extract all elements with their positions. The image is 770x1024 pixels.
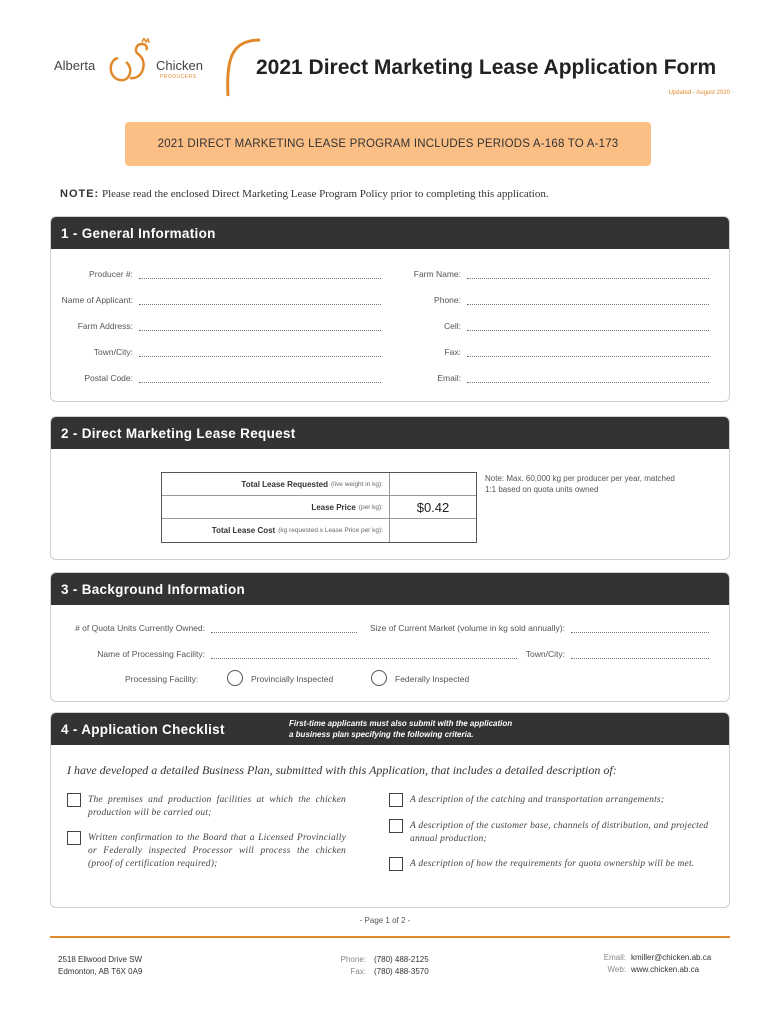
- section-background-information: [50, 572, 730, 702]
- email-label: Email:: [603, 953, 626, 962]
- facility-town-city-field[interactable]: [501, 649, 709, 659]
- applicant-name-field[interactable]: [51, 295, 381, 305]
- row-label-bold: Lease Price: [311, 502, 356, 512]
- checklist-item-quota-ownership: A description of how the requirements for quota ownership will be met.: [410, 859, 695, 869]
- provincially-inspected-label: Provincially Inspected: [251, 674, 334, 684]
- footer-address: [58, 954, 142, 978]
- checkbox-processor-confirmation[interactable]: [67, 831, 81, 845]
- logo-text-alberta: Alberta: [54, 58, 96, 73]
- checklist-item-processor-confirmation: Written confirmation to the Board that a Licensed Provincially or Federally inspected Processor will process the chicken (proof of certification required);: [88, 833, 346, 869]
- section-application-checklist: [50, 712, 730, 908]
- field-label: # of Quota Units Currently Owned:: [75, 623, 205, 633]
- quota-units-field[interactable]: [51, 623, 357, 633]
- logo-text-producers: PRODUCERS: [160, 74, 197, 80]
- note-line: First-time applicants must also submit with the application: [289, 719, 513, 728]
- processing-facility-label: Processing Facility:: [125, 674, 199, 684]
- field-line[interactable]: [139, 356, 381, 357]
- footer-divider: [50, 936, 730, 938]
- field-line[interactable]: [139, 304, 381, 305]
- field-line[interactable]: [467, 304, 709, 305]
- section-lease-request: [50, 416, 730, 560]
- checklist-item-premises: The premises and production facilities at which the chicken production will be carried out;: [88, 795, 346, 818]
- logo-text-chicken: Chicken: [156, 58, 203, 73]
- field-line[interactable]: [467, 330, 709, 331]
- field-line[interactable]: [139, 330, 381, 331]
- section-header: 1 - General Information: [51, 217, 729, 249]
- section-title: 4 - Application Checklist: [61, 721, 225, 737]
- checklist-item-customer-base: A description of the customer base, channels of distribution, and projected annual production;: [410, 821, 709, 844]
- section-general-information: [50, 216, 730, 402]
- phone-label: Phone:: [340, 955, 366, 964]
- row-label-bold: Total Lease Cost: [211, 526, 276, 535]
- phone-value: (780) 488-2125: [374, 955, 429, 964]
- field-line[interactable]: [211, 658, 517, 659]
- email-field[interactable]: [381, 373, 709, 383]
- fax-label: Fax:: [350, 967, 366, 976]
- field-line[interactable]: [139, 278, 381, 279]
- checkbox-catching-transport[interactable]: [389, 793, 403, 807]
- cell-field[interactable]: [381, 321, 709, 331]
- field-label: Producer #:: [89, 269, 133, 279]
- footer-web-values: [631, 952, 711, 976]
- footer-contact-values: [374, 954, 429, 978]
- phone-field[interactable]: [381, 295, 709, 305]
- updated-date: Updated - August 2020: [668, 90, 730, 96]
- email-link[interactable]: kmiller@chicken.ab.ca: [631, 953, 712, 962]
- chicken-logo-icon: [104, 38, 156, 88]
- total-lease-requested-row: [162, 473, 476, 496]
- note-label: NOTE:: [60, 188, 100, 200]
- field-label: Fax:: [444, 347, 461, 357]
- row-label-bold: Total Lease Requested: [241, 479, 328, 489]
- town-city-field[interactable]: [51, 347, 381, 357]
- lease-max-note: Note: Max. 60,000 kg per producer per year, matched 1:1 based on quota units owned: [485, 474, 675, 494]
- field-label: Postal Code:: [84, 373, 133, 383]
- federally-inspected-label: Federally Inspected: [395, 674, 470, 684]
- current-market-size-field[interactable]: [361, 623, 709, 633]
- lease-request-table: [161, 472, 477, 543]
- fax-field[interactable]: [381, 347, 709, 357]
- field-label: Farm Name:: [413, 269, 461, 279]
- row-label: [162, 473, 390, 495]
- field-label: Town/City:: [525, 649, 565, 659]
- section-header: 3 - Background Information: [51, 573, 729, 605]
- provincially-inspected-radio[interactable]: [227, 670, 243, 686]
- form-title: 2021 Direct Marketing Lease Application Form: [256, 56, 717, 79]
- field-label: Size of Current Market (volume in kg sold annually):: [369, 623, 565, 633]
- postal-code-field[interactable]: [51, 373, 381, 383]
- field-label: Email:: [437, 373, 461, 383]
- field-line[interactable]: [139, 382, 381, 383]
- producer-number-field[interactable]: [51, 269, 381, 279]
- checklist-item-catching-transport: A description of the catching and transportation arrangements;: [410, 795, 665, 805]
- field-label: Name of Applicant:: [61, 295, 133, 305]
- field-label: Town/City:: [93, 347, 133, 357]
- field-line[interactable]: [467, 356, 709, 357]
- row-label-note: (per kg):: [358, 503, 383, 511]
- total-lease-cost-row: [162, 519, 476, 542]
- address-line: Edmonton, AB T6X 0A9: [58, 967, 143, 976]
- row-label: [162, 519, 390, 542]
- footer-web-labels: [580, 952, 626, 976]
- field-label: Cell:: [443, 321, 461, 331]
- row-label: [162, 496, 390, 518]
- alberta-chicken-logo: [52, 38, 212, 88]
- note-line: a business plan specifying the following criteria.: [289, 730, 474, 739]
- footer-contact-labels: [310, 954, 366, 978]
- federally-inspected-radio[interactable]: [371, 670, 387, 686]
- note-body: Please read the enclosed Direct Marketing Lease Program Policy prior to completing this application.: [101, 188, 549, 200]
- field-line[interactable]: [467, 278, 709, 279]
- lease-price-value: $0.42: [416, 499, 450, 515]
- field-line[interactable]: [571, 632, 709, 633]
- field-label: Phone:: [434, 295, 461, 305]
- row-label-note: (kg requested x Lease Price per kg):: [278, 527, 383, 534]
- web-label: Web:: [607, 965, 626, 974]
- checkbox-quota-ownership[interactable]: [389, 857, 403, 871]
- total-lease-cost-input[interactable]: [390, 519, 476, 542]
- checkbox-premises[interactable]: [67, 793, 81, 807]
- fax-value: (780) 488-3570: [374, 967, 429, 976]
- business-plan-intro: I have developed a detailed Business Plan, submitted with this Application, that includes a detailed description of:: [67, 763, 617, 777]
- field-label: Farm Address:: [77, 321, 133, 331]
- note-text: [60, 188, 549, 200]
- field-line[interactable]: [211, 632, 357, 633]
- field-line[interactable]: [571, 658, 709, 659]
- section-header: [51, 713, 729, 745]
- lease-price-row: [162, 496, 476, 519]
- first-time-applicants-note: [289, 718, 512, 740]
- farm-address-field[interactable]: [51, 321, 381, 331]
- address-line: 2518 Ellwood Drive SW: [58, 955, 143, 964]
- field-line[interactable]: [467, 382, 709, 383]
- row-label-note: (live weight in kg):: [330, 480, 383, 488]
- program-periods-banner: 2021 DIRECT MARKETING LEASE PROGRAM INCLUDES PERIODS A-168 TO A-173: [125, 122, 651, 166]
- farm-name-field[interactable]: [381, 269, 709, 279]
- page-number: - Page 1 of 2 -: [359, 916, 411, 925]
- checkbox-customer-base[interactable]: [389, 819, 403, 833]
- total-lease-requested-input[interactable]: [390, 473, 476, 495]
- processing-facility-name-field[interactable]: [51, 649, 517, 659]
- field-label: Name of Processing Facility:: [97, 649, 205, 659]
- web-link[interactable]: www.chicken.ab.ca: [631, 965, 700, 974]
- section-header: 2 - Direct Marketing Lease Request: [51, 417, 729, 449]
